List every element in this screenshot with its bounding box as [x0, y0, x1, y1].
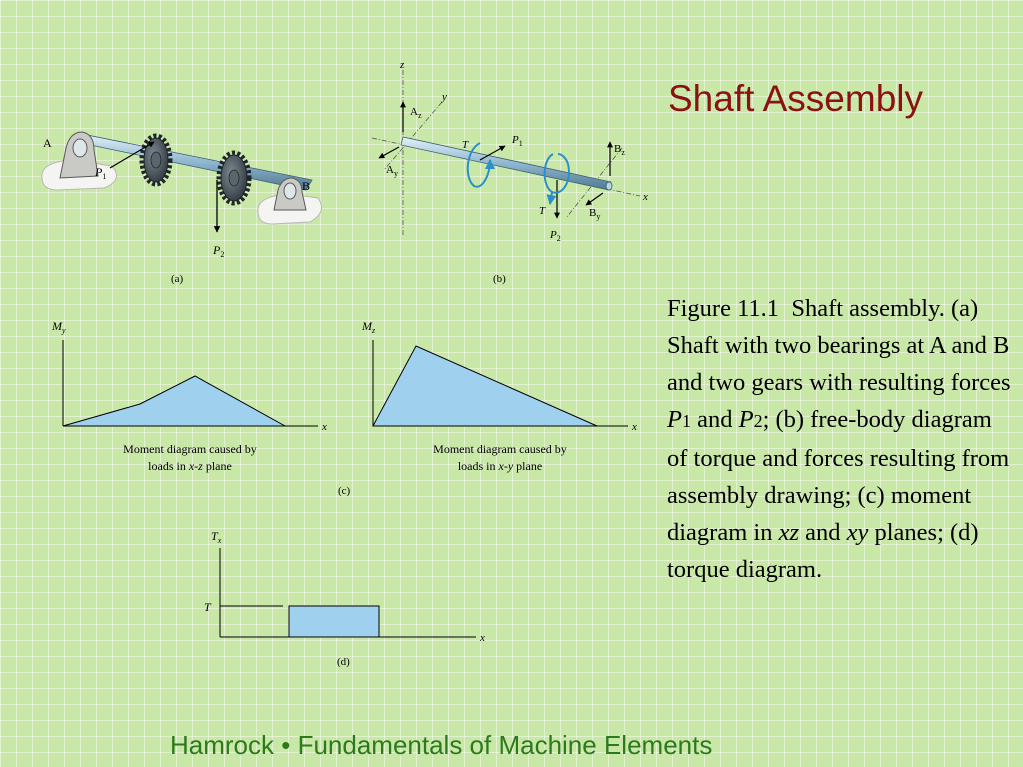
label-mz: $M_z$	[362, 319, 376, 335]
caption-xy: xy	[846, 519, 869, 546]
caption-part1: Shaft assembly. (a) Shaft with two bearings at A and B and two gears with resulting forces	[667, 295, 1011, 396]
my-caption-line2: loads in x-z plane	[148, 459, 232, 473]
force-by-arrow	[586, 193, 603, 205]
bearing-b-bore	[284, 183, 296, 199]
caption-p2-var: P	[738, 406, 754, 433]
gear-right	[219, 153, 249, 203]
shaft-b	[401, 137, 611, 190]
caption-and: and	[697, 406, 733, 433]
my-caption-line1: Moment diagram caused by	[123, 442, 257, 456]
caption-p1-var: P	[667, 406, 682, 433]
label-bearing-b: B	[302, 179, 311, 193]
label-by: $B_y$	[589, 207, 601, 221]
label-tx: $T_x$	[211, 529, 222, 545]
label-az: $A_z$	[410, 106, 422, 120]
label-my: $M_y$	[52, 319, 66, 335]
label-y-axis: y	[442, 91, 447, 103]
mz-caption-line2: loads in x-y plane	[457, 459, 543, 473]
moment-mz-area	[373, 346, 597, 426]
mz-caption-line1: Moment diagram caused by	[433, 442, 567, 456]
torque-left-icon	[468, 143, 490, 187]
label-tx-x: x	[480, 632, 485, 644]
panel-c-moment-diagrams	[51, 319, 637, 497]
gear-left	[142, 136, 170, 184]
slide-title: Shaft Assembly	[668, 78, 924, 119]
panel-b-label: (b)	[493, 273, 506, 285]
caption-and2: and	[805, 519, 841, 546]
bearing-a-bore	[73, 139, 87, 157]
label-x-axis: x	[643, 191, 648, 203]
caption-part3: planes; (d) torque diagram.	[667, 519, 979, 583]
label-bz: $B_z$	[614, 143, 625, 157]
label-torque-left: T	[462, 139, 469, 151]
slide-footer: Hamrock • Fundamentals of Machine Elements	[170, 730, 713, 760]
label-p2-b: $P_2$	[550, 229, 561, 243]
caption-p2-sub: 2	[753, 411, 763, 431]
caption-part2: ; (b) free-body diagram of torque and forces resulting from assembly drawing; (c) moment diagram in	[667, 406, 1010, 546]
label-bearing-a: A	[43, 136, 52, 150]
label-ay: $A_y$	[386, 164, 398, 178]
panel-a-label: (a)	[171, 273, 184, 285]
label-p2-a: $P_2$	[213, 243, 225, 259]
panel-d-label: (d)	[337, 656, 350, 668]
caption-xz: xz	[778, 519, 799, 546]
moment-my-area	[63, 376, 285, 426]
label-torque-right: T	[539, 205, 546, 217]
label-mz-x: x	[632, 421, 637, 433]
caption-p1-sub: 1	[681, 411, 691, 431]
caption-figure-label: Figure 11.1	[667, 295, 780, 322]
figure-caption	[667, 290, 1012, 588]
panel-b-free-body	[372, 59, 648, 285]
label-p1-b: $P_1$	[512, 134, 523, 148]
label-p1-a: $P_1$	[95, 165, 107, 181]
torque-area	[289, 606, 379, 637]
panel-a-assembly	[42, 132, 322, 285]
panel-c-label: (c)	[338, 485, 351, 497]
label-z-axis: z	[400, 59, 405, 71]
panel-d-torque-diagram	[204, 529, 485, 668]
label-t-level: T	[204, 600, 211, 614]
label-my-x: x	[322, 421, 327, 433]
